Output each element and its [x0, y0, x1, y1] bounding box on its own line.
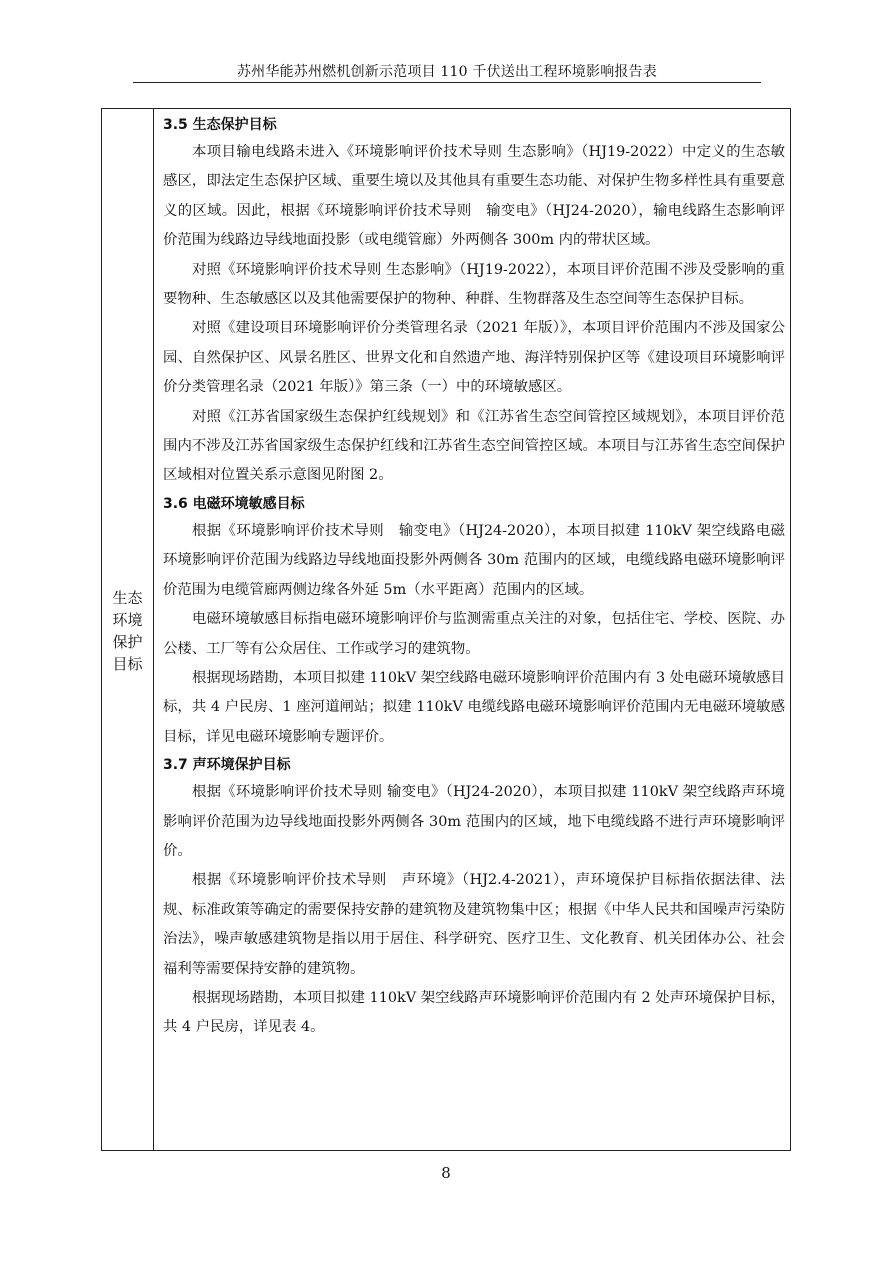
section-heading: 3.5 生态保护目标 — [163, 117, 277, 133]
section-ecology — [163, 112, 785, 491]
page-number: 8 — [441, 1164, 451, 1182]
paragraph: 根据《环境影响评价技术导则 声环境》（HJ2.4-2021），声环境保护目标指依据法律、法规、标准政策等确定的需要保持安静的建筑物及建筑物集中区；根据《中华人民共和国噪声污染防治法》，噪声敏感建筑物是指以用于居住、科学研究、医疗卫生、文化教育、机关团体办公、社会福利等需要保持安静的建筑物。 — [163, 872, 785, 977]
paragraph: 对照《江苏省国家级生态保护红线规划》和《江苏省生态空间管控区域规划》，本项目评价范围内不涉及江苏省国家级生态保护红线和江苏省生态空间管控区域。本项目与江苏省生态空间保护区域相对位置关系示意图见附图 2。 — [163, 408, 785, 484]
section-heading: 3.6 电磁环境敏感目标 — [163, 495, 305, 512]
column-divider — [153, 109, 154, 1150]
paragraph: 本项目输电线路未进入《环境影响评价技术导则 生态影响》（HJ19-2022）中定义的生态敏感区，即法定生态保护区域、重要生境以及其他具有重要生态功能、对保护生物多样性具有重要意义的区域。因此，根据《环境影响评价技术导则 输变电》（HJ24-2020），输电线路生态影响评价范围为线路边导线地面投影（或电缆管廊）外两侧各 300m 内的带状区域。 — [163, 144, 785, 249]
header-rule — [133, 82, 761, 83]
paragraph: 根据《环境影响评价技术导则 输变电》（HJ24-2020），本项目拟建 110kV 架空线路声环境影响评价范围为边导线地面投影外两侧各 30m 范围内的区域，地下电缆线路不进行声环境影响评价。 — [163, 784, 785, 859]
content-table — [101, 108, 791, 1151]
paragraph: 根据现场踏勘，本项目拟建 110kV 架空线路声环境影响评价范围内有 2 处声环境保护目标，共 4 户民房，详见表 4。 — [163, 989, 785, 1036]
paragraph: 根据《环境影响评价技术导则 输变电》（HJ24-2020），本项目拟建 110kV 架空线路电磁环境影响评价范围为线路边导线地面投影外两侧各 30m 范围内的区域，电缆线路电磁环境影响评价范围为电缆管廊两侧边缘各外延 5m（水平距离）范围内的区域。 — [163, 522, 785, 598]
report-header-title: 苏州华能苏州燃机创新示范项目 110 千伏送出工程环境影响报告表 — [236, 64, 658, 80]
paragraph: 对照《建设项目环境影响评价分类管理名录（2021 年版）》，本项目评价范围内不涉及国家公园、自然保护区、风景名胜区、世界文化和自然遗产地、海洋特别保护区等《建设项目环境影响评价分类管理名录（2021 年版）》第三条（一）中的环境敏感区。 — [163, 320, 785, 396]
paragraph: 对照《环境影响评价技术导则 生态影响》（HJ19-2022），本项目评价范围不涉及受影响的重要物种、生态敏感区以及其他需要保护的物种、种群、生物群落及生态空间等生态保护目标。 — [163, 261, 785, 308]
paragraph: 电磁环境敏感目标指电磁环境影响评价与监测需重点关注的对象，包括住宅、学校、医院、办公楼、工厂等有公众居住、工作或学习的建筑物。 — [163, 611, 785, 657]
row-label-line: 目标 — [112, 655, 143, 673]
row-label-line: 保护 — [112, 633, 143, 651]
paragraph: 根据现场踏勘，本项目拟建 110kV 架空线路电磁环境影响评价范围内有 3 处电磁环境敏感目标，共 4 户民房、1 座河道闸站；拟建 110kV 电缆线路电磁环境影响评价范围内无电磁环境敏感目标，详见电磁环境影响专题评价。 — [163, 669, 785, 745]
section-acoustic — [163, 752, 785, 1043]
row-label — [102, 587, 153, 675]
section-heading: 3.7 声环境保护目标 — [163, 757, 291, 774]
content-cell — [163, 112, 785, 1043]
row-label-line: 环境 — [112, 611, 143, 629]
section-electromagnetic — [163, 491, 785, 752]
row-label-line: 生态 — [112, 589, 143, 607]
